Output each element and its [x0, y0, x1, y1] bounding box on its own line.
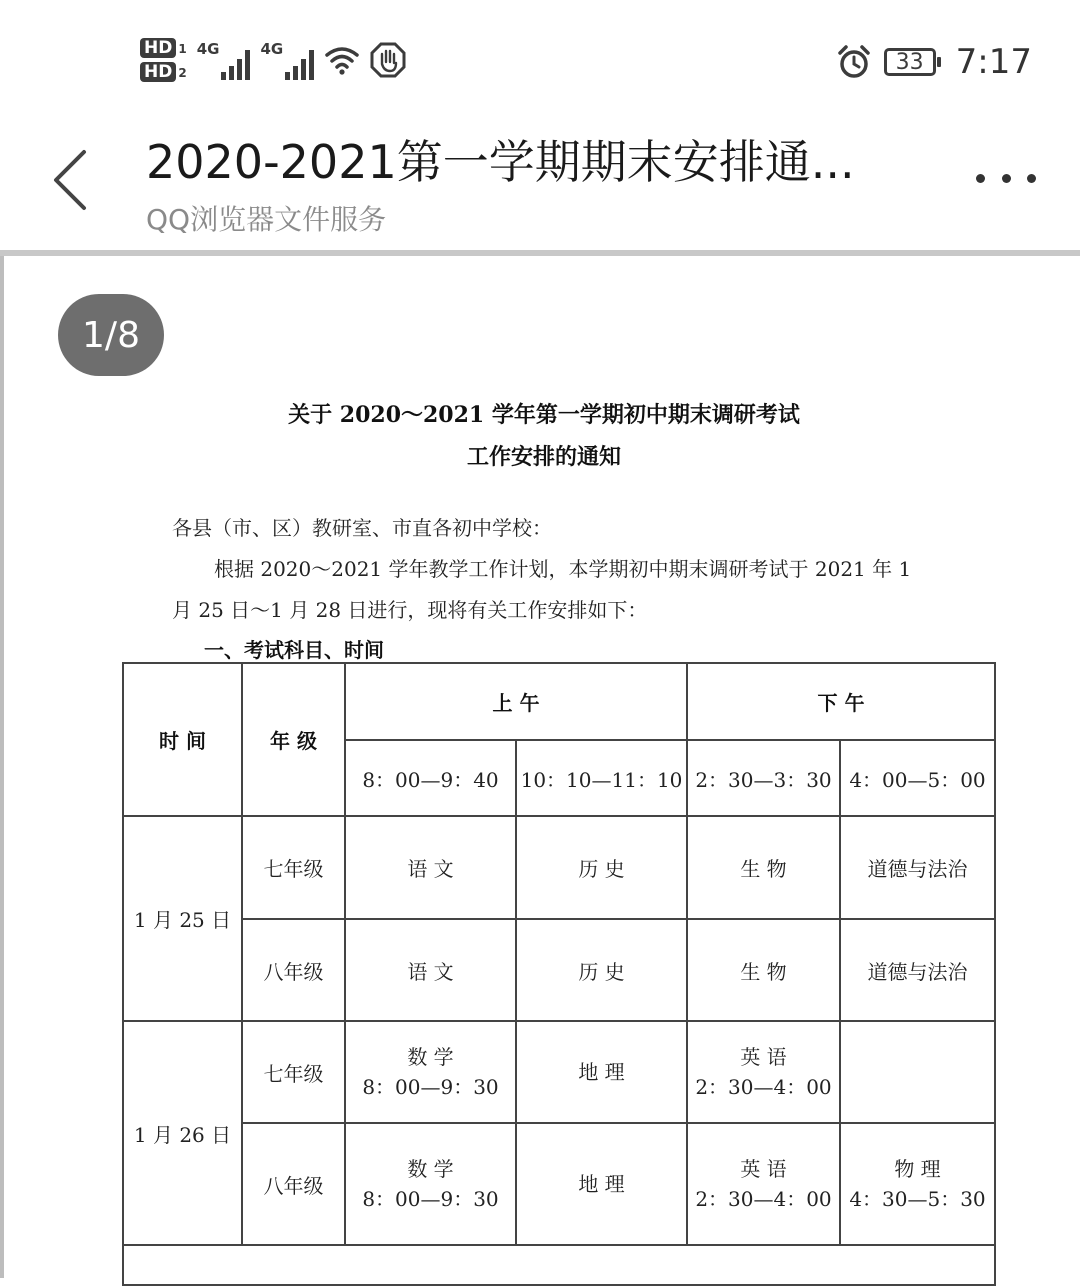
sim2-hd-badge: HD — [140, 62, 176, 82]
subject-cell — [840, 1123, 995, 1245]
table-row — [123, 919, 995, 1021]
page-title: 2020-2021第一学期期末安排通... — [146, 135, 855, 189]
exam-schedule-table — [122, 662, 996, 1286]
signal-icon — [285, 48, 314, 80]
back-icon[interactable] — [40, 140, 100, 220]
time-slot: 8：00—9：40 — [345, 740, 516, 816]
grade-cell: 八年级 — [242, 1123, 345, 1245]
document-title-line2: 工作安排的通知 — [466, 444, 621, 470]
subject-cell: 语 文 — [345, 816, 516, 919]
addressee: 各县（市、区）教研室、市直各初中学校： — [172, 516, 552, 540]
page-subtitle: QQ浏览器文件服务 — [146, 203, 387, 236]
table-cell-cutoff — [123, 1245, 995, 1285]
body-line1: 根据 2020～2021 学年教学工作计划，本学期初中期末调研考试于 2021 年 1 — [214, 557, 912, 581]
table-header-row — [123, 663, 995, 740]
wifi-icon — [324, 42, 360, 78]
hand-icon — [370, 42, 406, 78]
grade-header: 年 级 — [242, 663, 345, 816]
status-bar — [0, 0, 1080, 120]
subject-cell — [345, 1123, 516, 1245]
subject-name: 地 理 — [578, 1172, 625, 1196]
section-heading: 一、考试科目、时间 — [204, 638, 384, 662]
status-right — [836, 42, 1032, 82]
grade-cell: 七年级 — [242, 1021, 345, 1123]
subject-time: 2：30—4：00 — [695, 1075, 832, 1099]
table-row — [123, 1123, 995, 1245]
subject-cell: 道德与法治 — [840, 816, 995, 919]
sim2-signal — [260, 40, 314, 80]
subject-cell: 生 物 — [687, 919, 840, 1021]
battery-level: 33 — [895, 49, 924, 75]
subject-cell — [840, 1021, 995, 1123]
subject-cell: 历 史 — [516, 919, 687, 1021]
document-title-line1: 关于 2020～2021 学年第一学期初中期末调研考试 — [288, 402, 800, 428]
subject-cell: 历 史 — [516, 816, 687, 919]
morning-header: 上 午 — [345, 663, 687, 740]
sim1-signal — [197, 40, 251, 80]
table-row — [123, 1021, 995, 1123]
time-slot: 4：00—5：00 — [840, 740, 995, 816]
subject-cell — [687, 1021, 840, 1123]
subject-name: 英 语 — [740, 1157, 787, 1181]
status-time: 7:17 — [955, 42, 1032, 82]
time-header: 时 间 — [123, 663, 242, 816]
time-slot: 10：10—11：10 — [516, 740, 687, 816]
alarm-icon — [836, 44, 872, 80]
table-row — [123, 1245, 995, 1285]
grade-cell: 八年级 — [242, 919, 345, 1021]
subject-name: 数 学 — [407, 1157, 454, 1181]
app-header — [0, 120, 1080, 250]
signal-icon — [221, 48, 250, 80]
battery-icon — [884, 48, 936, 76]
subject-cell — [516, 1123, 687, 1245]
date-cell: 1 月 26 日 — [123, 1021, 242, 1245]
subject-cell: 道德与法治 — [840, 919, 995, 1021]
sim1-network-label: 4G — [196, 40, 220, 58]
subject-cell — [516, 1021, 687, 1123]
sim2-network-label: 4G — [260, 40, 284, 58]
subject-name: 地 理 — [578, 1060, 625, 1084]
date-cell: 1 月 25 日 — [123, 816, 242, 1021]
grade-cell: 七年级 — [242, 816, 345, 919]
sim1-index: 1 — [178, 42, 187, 56]
subject-name: 数 学 — [407, 1045, 454, 1069]
sim2-index: 2 — [178, 66, 187, 80]
document-viewer[interactable] — [0, 256, 1080, 1278]
subject-time: 8：00—9：30 — [362, 1075, 499, 1099]
subject-time: 8：00—9：30 — [362, 1187, 499, 1211]
hd-indicators — [140, 38, 187, 82]
subject-cell — [345, 1021, 516, 1123]
subject-cell: 生 物 — [687, 816, 840, 919]
afternoon-header: 下 午 — [687, 663, 995, 740]
page-indicator: 1/8 — [58, 294, 164, 376]
time-slot: 2：30—3：30 — [687, 740, 840, 816]
table-row — [123, 816, 995, 919]
subject-time: 2：30—4：00 — [695, 1187, 832, 1211]
subject-name: 物 理 — [894, 1157, 941, 1181]
subject-name: 英 语 — [740, 1045, 787, 1069]
body-line2: 月 25 日～1 月 28 日进行，现将有关工作安排如下： — [172, 598, 648, 622]
subject-time: 4：30—5：30 — [849, 1187, 986, 1211]
more-options-icon[interactable] — [976, 168, 1036, 188]
sim1-hd-badge: HD — [140, 38, 176, 58]
subject-cell: 语 文 — [345, 919, 516, 1021]
status-left — [140, 38, 406, 82]
subject-cell — [687, 1123, 840, 1245]
